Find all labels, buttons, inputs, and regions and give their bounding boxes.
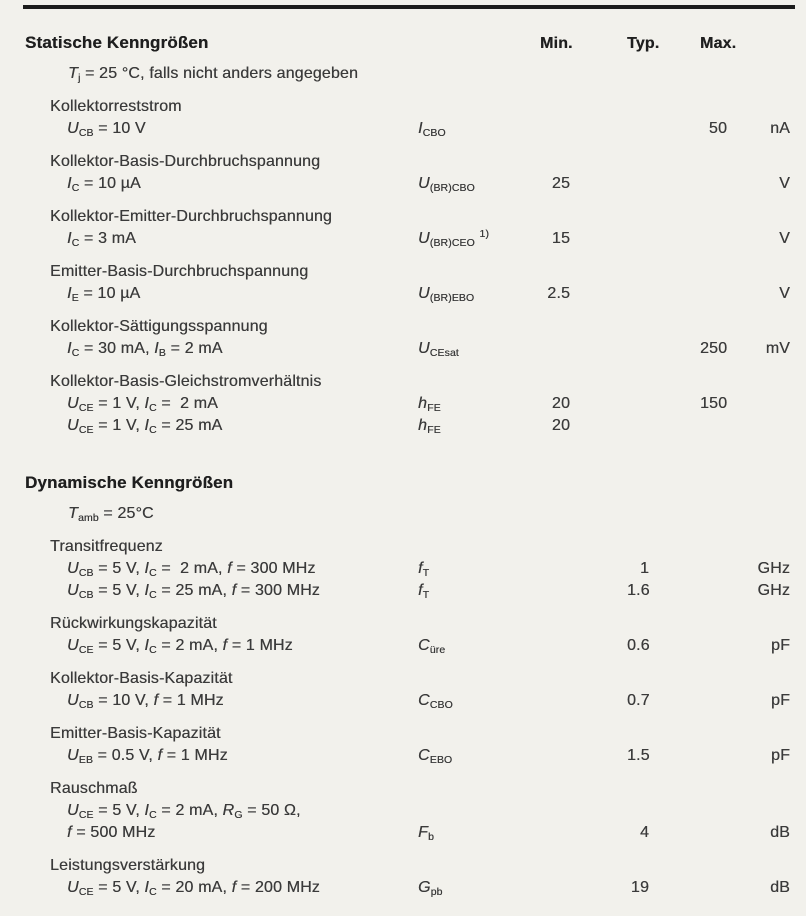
parameter-row	[0, 118, 806, 140]
section-header-row	[0, 471, 806, 495]
column-header-typ: Typ.	[627, 35, 660, 52]
symbol: $C_{EBO}$	[418, 747, 453, 766]
parameter-group	[0, 261, 806, 305]
typ-value: 1	[639, 560, 649, 577]
parameter-group	[0, 206, 806, 250]
unit: V	[779, 230, 790, 247]
parameter-name: Kollektor-Basis-Durchbruchspannung	[50, 153, 321, 170]
column-header-min: Min.	[540, 35, 573, 52]
symbol: $h_{FE}$	[418, 417, 441, 436]
symbol: $f_T$	[418, 560, 430, 579]
parameter-name: Kollektorreststrom	[50, 98, 182, 115]
unit: GHz	[757, 560, 790, 577]
test-conditions: $U_{CB} = 5$ V, $I_C = 25$ mA, f = 300 MHz	[67, 582, 320, 601]
parameter-name: Kollektor-Basis-Kapazität	[50, 670, 233, 687]
column-header-max: Max.	[700, 35, 737, 52]
top-rule	[23, 5, 795, 9]
unit: pF	[771, 637, 790, 654]
parameter-name: Kollektor-Basis-Gleichstromverhältnis	[50, 373, 322, 390]
symbol: $f_T$	[418, 582, 430, 601]
table-section	[0, 471, 806, 899]
parameter-row	[0, 635, 806, 657]
test-conditions: $U_{CB} = 10$ V, f = 1 MHz	[67, 692, 224, 711]
symbol: $G_{pb}$	[418, 879, 443, 898]
parameter-row	[0, 283, 806, 305]
test-conditions: $U_{EB} = 0.5$ V, f = 1 MHz	[67, 747, 228, 766]
parameter-group	[0, 723, 806, 767]
parameter-row	[0, 173, 806, 195]
unit: GHz	[757, 582, 790, 599]
parameter-group	[0, 151, 806, 195]
min-value: 15	[551, 230, 570, 247]
parameter-group	[0, 371, 806, 437]
test-conditions: $U_{CE} = 5$ V, $I_C = 2$ mA, f = 1 MHz	[67, 637, 293, 656]
parameter-name: Emitter-Basis-Kapazität	[50, 725, 221, 742]
symbol: $F_b$	[418, 824, 434, 843]
parameter-row	[0, 580, 806, 602]
test-conditions: $U_{CE} = 1$ V, $I_C = 25$ mA	[67, 417, 223, 436]
symbol: $U_{(BR)EBO}$	[418, 285, 475, 304]
symbol: $C_{üre}$	[418, 637, 446, 656]
table-section	[0, 31, 806, 437]
max-value: 250	[700, 340, 728, 357]
max-value: 150	[700, 395, 728, 412]
unit: V	[779, 175, 790, 192]
unit: dB	[770, 879, 790, 896]
parameter-row	[0, 877, 806, 899]
test-conditions: $I_C = 10$ µA	[67, 175, 141, 194]
parameter-name: Rauschmaß	[50, 780, 138, 797]
symbol: $U_{(BR)CBO}$	[418, 175, 475, 194]
parameter-name: Emitter-Basis-Durchbruchspannung	[50, 263, 309, 280]
test-conditions: $U_{CE} = 1$ V, $I_C = 2$ mA	[67, 395, 218, 414]
unit: mV	[765, 340, 790, 357]
parameter-group	[0, 96, 806, 140]
parameter-group	[0, 855, 806, 899]
typ-value: 1.6	[627, 582, 650, 599]
parameter-row	[0, 228, 806, 250]
parameter-group	[0, 613, 806, 657]
symbol: $U_{(BR)CEO}$ $^{1)}$	[418, 228, 489, 249]
parameter-name: Rückwirkungskapazität	[50, 615, 217, 632]
parameter-row	[0, 415, 806, 437]
unit: V	[779, 285, 790, 302]
unit: dB	[770, 824, 790, 841]
parameter-row	[0, 338, 806, 360]
typ-value: 4	[639, 824, 649, 841]
symbol: $U_{CEsat}$	[418, 340, 459, 359]
typ-value: 0.6	[627, 637, 650, 654]
unit: nA	[770, 120, 790, 137]
parameter-group	[0, 778, 806, 844]
typ-value: 0.7	[627, 692, 650, 709]
typ-value: 1.5	[627, 747, 650, 764]
parameter-name: Transitfrequenz	[50, 538, 163, 555]
parameter-name: Leistungsverstärkung	[50, 857, 206, 874]
parameter-name: Kollektor-Sättigungsspannung	[50, 318, 268, 335]
min-value: 20	[551, 417, 570, 434]
test-conditions: $U_{CB} = 5$ V, $I_C = 2$ mA, f = 300 MHz	[67, 560, 316, 579]
datasheet-page	[0, 5, 806, 916]
section-condition-note: $T_{amb} = 25^\circ C$	[68, 505, 154, 524]
unit: pF	[771, 747, 790, 764]
section-title: Statische Kenngrößen	[25, 33, 209, 52]
test-conditions: $U_{CE} = 5$ V, $I_C = 20$ mA, f = 200 MHz	[67, 879, 320, 898]
section-title: Dynamische Kenngrößen	[25, 473, 234, 492]
max-value: 50	[708, 120, 727, 137]
section-condition-note: $T_j = 25$ °C, falls nicht anders angegeben	[68, 65, 358, 84]
parameter-group	[0, 536, 806, 602]
parameter-row	[0, 800, 806, 844]
test-conditions: $U_{CB} = 10$ V	[67, 120, 146, 139]
spec-table	[0, 31, 806, 899]
min-value: 20	[551, 395, 570, 412]
parameter-row	[0, 745, 806, 767]
parameter-row	[0, 558, 806, 580]
parameter-group	[0, 316, 806, 360]
symbol: $h_{FE}$	[418, 395, 441, 414]
parameter-row	[0, 690, 806, 712]
typ-value: 19	[630, 879, 649, 896]
min-value: 25	[551, 175, 570, 192]
unit: pF	[771, 692, 790, 709]
parameter-row	[0, 393, 806, 415]
test-conditions: $U_{CE} = 5$ V, $I_C = 2$ mA, $R_G = 50$ Ω, f = 500 MHz	[67, 802, 301, 841]
parameter-name: Kollektor-Emitter-Durchbruchspannung	[50, 208, 332, 225]
test-conditions: $I_C = 30$ mA, $I_B = 2$ mA	[67, 340, 223, 359]
min-value: 2.5	[547, 285, 570, 302]
symbol: $I_{CBO}$	[418, 120, 446, 139]
test-conditions: $I_E = 10$ µA	[67, 285, 141, 304]
test-conditions: $I_C = 3$ mA	[67, 230, 136, 249]
section-header-row	[0, 31, 806, 55]
parameter-group	[0, 668, 806, 712]
symbol: $C_{CBO}$	[418, 692, 453, 711]
